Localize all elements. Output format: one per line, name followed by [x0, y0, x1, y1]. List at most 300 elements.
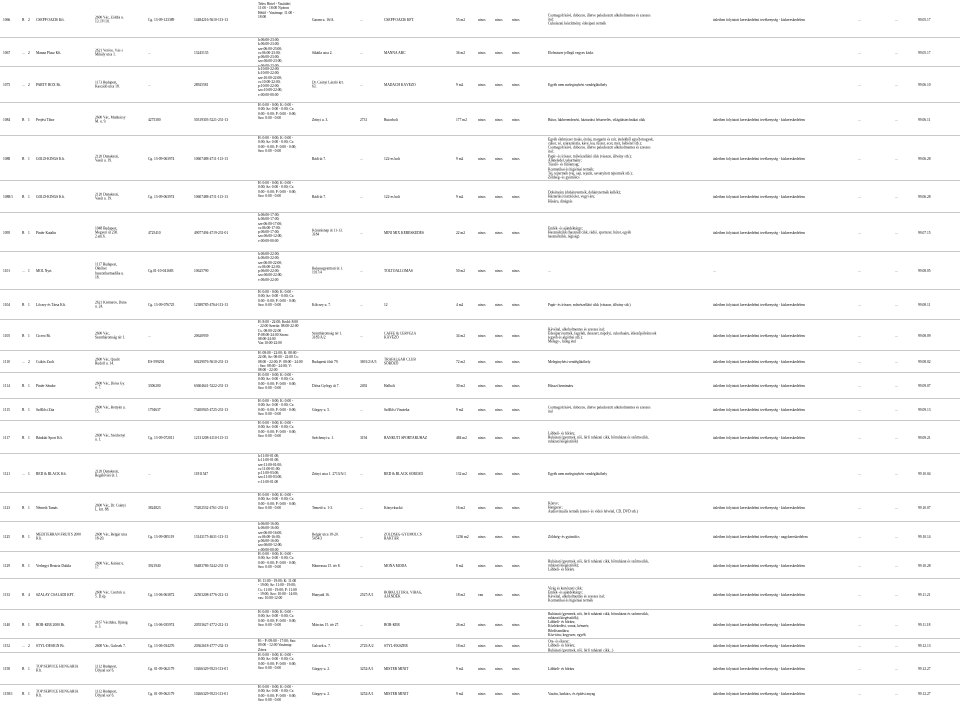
cell-f1: nincs — [478, 622, 486, 627]
cell-f1: nincs — [478, 302, 486, 307]
cell-f3: nincs — [512, 194, 520, 199]
cell-num: 1 — [28, 407, 30, 412]
cell-loc: Görgey u. 2. — [312, 666, 330, 671]
cell-date: 99.11.18 — [918, 622, 931, 627]
cell-f1: nincs — [478, 82, 486, 87]
cell-addr: 2600 Vác, Qualit Rudolf u. 14. — [95, 357, 120, 366]
cell-hrsz: 3194 — [360, 435, 368, 440]
table-row — [0, 37, 960, 67]
cell-id: 1088 — [3, 156, 11, 161]
cell-area: 484 m2 — [456, 435, 467, 440]
cell-num: 4 — [28, 592, 30, 597]
cell-f2: nincs — [495, 505, 503, 510]
cell-f1: nincs — [478, 383, 486, 388]
cell-act: üzletben folytatott kereskedelmi tevékenység - kiskereskedelem — [713, 666, 805, 671]
table-row — [0, 319, 960, 351]
cell-addr: 2600 Vác, Galcsek 7. — [95, 643, 126, 648]
cell-date: 99.09.21 — [918, 435, 931, 440]
cell-num: 1 — [28, 563, 30, 568]
cell-d2: ... — [895, 268, 898, 273]
cell-num: 1 — [28, 383, 30, 388]
cell-f2: nincs — [495, 117, 503, 122]
cell-f3: nincs — [512, 563, 520, 568]
cell-goods: ... — [548, 268, 551, 273]
cell-d2: ... — [895, 691, 898, 696]
cell-hours: H: 11:00 - 19:00; K: 11:00 - 19:00; Sz: 11:00 - 19:00; Cs: 11:00 - 19:00; P: 11:00 - 19:00; Szo: 10:00 - 14:00; vas: 10:00-12:00 — [258, 579, 298, 601]
cell-f1: nincs — [478, 643, 486, 648]
table-row — [0, 492, 960, 522]
cell-let: ... — [22, 50, 25, 55]
cell-f1: nincs — [478, 691, 486, 696]
cell-d1: ... — [858, 643, 861, 648]
cell-f2: nincs — [495, 666, 503, 671]
cell-num: 1 — [28, 435, 30, 440]
cell-let: B — [22, 534, 25, 539]
cell-date: 99.12.13 — [918, 643, 931, 648]
cell-hours: H: 0:00 - 0:00; K: 0:00 - 0:00; Sz: 0:00 - 0:00; Cs: 0:00 - 0:00; P: 0:00 - 0:00; Szo: 0:00 - 0:00 — [258, 103, 297, 120]
cell-f1: nincs — [478, 435, 486, 440]
cell-let: ... — [22, 643, 25, 648]
cell-reg: Cg. 13-06-034276 — [148, 643, 175, 648]
cell-shop: BORKULTÚRA, VIRÁG, AJÁNDÉK — [384, 590, 423, 599]
cell-d2: ... — [895, 563, 898, 568]
cell-hrsz: ... — [360, 505, 363, 510]
cell-let: B — [22, 156, 25, 161]
cell-id: 1067 — [3, 50, 11, 55]
cell-f2: nincs — [495, 82, 503, 87]
cell-name: CSEPP OAZIS Kft. — [36, 17, 65, 22]
cell-d1: ... — [858, 592, 861, 597]
cell-num: 2 — [28, 17, 30, 22]
cell-loc: Dr. Csányi László krt. 63. — [312, 80, 344, 89]
cell-act: üzletben folytatott kereskedelmi tevékenység - nagykereskedelem — [713, 534, 808, 539]
cell-id: 1158/1 — [3, 691, 13, 696]
cell-f2: nincs — [495, 230, 503, 235]
cell-let: B — [22, 383, 25, 388]
cell-f1: nincs — [478, 268, 486, 273]
cell-goods: Virág és kertészeti cikk; Emlék- és ajándéktárgy; Kávéital, alkoholmentes és szeszes ital; Kozmetikai és higiéniai termék — [548, 585, 605, 603]
cell-tax: 28925581 — [194, 82, 209, 87]
cell-area: 18 m2 — [456, 643, 466, 648]
cell-id: 1129 — [3, 563, 11, 568]
cell-hrsz: ... — [360, 534, 363, 539]
cell-loc: Március 15. tér 27. — [312, 622, 340, 627]
cell-id: 1152 — [3, 643, 11, 648]
cell-area: 9 m2 — [456, 407, 464, 412]
cell-addr: 1048 Budapest, Megyeri út 230. 2.em.6. — [95, 226, 119, 239]
cell-f3: nincs — [512, 333, 520, 338]
cell-area: 22 m2 — [456, 230, 466, 235]
cell-area: 36 m2 — [456, 50, 466, 55]
cell-shop: BÁNKÚTI SPORTÁRUHÁZ — [384, 435, 428, 440]
cell-area: 1236 m2 — [456, 534, 469, 539]
cell-id: 1104 — [3, 302, 11, 307]
cell-area: 26 m2 — [456, 622, 466, 627]
table-row — [0, 102, 960, 136]
cell-d2: ... — [895, 359, 898, 364]
cell-area: 8 m2 — [456, 563, 464, 568]
cell-f1: nincs — [478, 230, 486, 235]
cell-loc: Diósa Győrgy út 7. — [312, 383, 340, 388]
cell-f2: nincs — [495, 592, 503, 597]
cell-goods: Csomagolt kávé, dobozos, illetve palackozott alkoholmentes és szeszes ital; Cukrászati készítmény, édesipari termék — [548, 13, 651, 26]
cell-hours: h:10:00-22:00; k:10:00-22:00; sze:10:00-22:00; cs:10:00-22:00; p:10:00-22:00; szo:10:00-22:00; v:00:00-00:00 — [258, 67, 283, 97]
cell-tax: 10625790 — [194, 268, 209, 273]
cell-reg: Cg. 01-09-062179 — [148, 691, 175, 696]
cell-reg: Cg. 13-09-063974 — [148, 156, 175, 161]
cell-shop: MONA MODA — [384, 563, 407, 568]
cell-hrsz: ... — [360, 194, 363, 199]
cell-let: B — [22, 230, 25, 235]
cell-act: üzletben folytatott kereskedelmi tevékenység - kiskereskedelem — [713, 230, 805, 235]
cell-f3: nincs — [512, 666, 520, 671]
cell-name: Perjési Tibor — [36, 117, 55, 122]
cell-hours: H: 0:00 - 0:00; K: 0:00 - 0:00; Sz: 0:00 - 0:00; Cs: 0:00 - 0:00; P: 0:00 - 0:00; Szo: 0:00 - 0:00 — [258, 399, 297, 416]
cell-loc: Hunyadi 16. — [312, 592, 330, 597]
cell-tax: 10607488-4711-113-13 — [194, 194, 228, 199]
cell-goods: Csomagolt kávé, dobozos, illetve palackozott alkoholmentes és szeszes ital — [548, 405, 651, 414]
cell-reg: ... — [148, 333, 151, 338]
cell-tax: 20362618-4777-232-13 — [194, 643, 229, 648]
cell-addr: 2600 Vác, Zöldfa u. 13. IV/10. — [95, 15, 124, 24]
cell-f2: nincs — [495, 383, 503, 388]
table-row — [0, 453, 960, 493]
cell-name: PARTY BOX Bt. — [36, 82, 61, 87]
cell-name: Németh Tamás — [36, 505, 58, 510]
cell-id: 1117 — [3, 435, 10, 440]
cell-id: 1084 — [3, 117, 11, 122]
cell-id: 1095 — [3, 230, 11, 235]
cell-f2: nincs — [495, 407, 503, 412]
cell-act: üzletben folytatott kereskedelmi tevékenység - kiskereskedelem — [713, 302, 805, 307]
cell-name: STYL-DESIGN Bt. — [36, 643, 65, 648]
cell-hrsz: 3691/2/A/3 — [360, 359, 377, 364]
cell-hrsz: ... — [360, 563, 363, 568]
cell-let: ... — [22, 268, 25, 273]
cell-addr: 2621 Kismaros, Duna u. 24. — [95, 300, 127, 309]
cell-d2: ... — [895, 622, 898, 627]
cell-date: 99.06.11 — [918, 117, 931, 122]
cell-f2: nincs — [495, 268, 503, 273]
cell-addr: 1117 Budapest, Október huszonharmadika u. 18. — [95, 262, 124, 280]
cell-d1: ... — [858, 156, 861, 161]
table-row — [0, 684, 960, 703]
cell-loc: Galcsek u. 7. — [312, 643, 331, 648]
cell-hrsz: 2527/A/1 — [360, 592, 374, 597]
table-row — [0, 2, 960, 37]
cell-reg: Cg. 13-06-063872 — [148, 592, 175, 597]
cell-hrsz: ... — [360, 268, 363, 273]
cell-tax: 13143175-4631-113-13 — [194, 534, 229, 539]
cell-goods: Egyéb élelmiszer (tojás, étolaj, margarin és zsír, ételekből egyéb magyak, cukor, só, száraztészta, kávé, tea, fűszer, ecet, méz, bébiétel stb.); Csomagolt kávé, dobozos, illetve palackozott alkoholmentes és szeszes ital; Papír- és írószer, művészellátó cikk (vászon, állvány stb.); Állateledel, takarmány; Tüzelő- és fűtőanyag; Kozmetikai és higiéniai termék; Tej, tejtermék (vaj, sajt, tejszín, savanyított tejtermék stb.); Zöldség- és gyümölcs — [548, 137, 654, 180]
cell-area: 9 m2 — [456, 156, 464, 161]
cell-shop: CSEPP OÁZIS KFT. — [384, 17, 415, 22]
cell-let: B — [22, 407, 25, 412]
cell-reg: Cg. 13-09-085119 — [148, 534, 175, 539]
cell-name: BÖR-KER 2000 Bt. — [36, 622, 66, 627]
cell-addr: 2120 Dunakeszi, Regélővári út 1. — [95, 469, 120, 478]
cell-tax: 20553627-4772-212-13 — [194, 622, 229, 627]
table-row — [0, 212, 960, 252]
cell-id: 1105 — [3, 333, 11, 338]
cell-f3: nincs — [512, 435, 520, 440]
cell-loc: Zrínyi utca 1. 2713/A/1 — [312, 471, 346, 476]
cell-date: 99.08.05 — [918, 268, 931, 273]
cell-d1: ... — [858, 505, 861, 510]
cell-let: B — [22, 563, 25, 568]
cell-num: 1 — [28, 622, 30, 627]
cell-goods: Óra- és ékszer; Lábbeli- és bőráru; Ruházati (gyermek, női, férfi ruházati cikk...) — [548, 639, 614, 653]
table-row — [0, 398, 960, 421]
cell-name: TOP SERVICE HUNGARIA Kft. — [36, 689, 79, 698]
table-row — [0, 420, 960, 454]
cell-addr: 2600 Vác, Diósa Gy. u. 7. — [95, 381, 125, 390]
cell-tax: 49077494-4719-231-01 — [194, 230, 229, 235]
cell-act: üzletben folytatott kereskedelmi tevékenység - kiskereskedelem — [713, 563, 805, 568]
cell-goods: Hússzi hemimáru — [548, 383, 574, 388]
cell-num: 1 — [28, 117, 30, 122]
cell-hours: H: 0:00 - 0:00; K: 0:00 - 0:00; Sz: 0:00 - 0:00; Cs: 0:00 - 0:00; P: 0:00 - 0:00; Szo: 0:00 - 0:00 — [258, 290, 297, 307]
cell-f3: nincs — [512, 302, 520, 307]
cell-act: üzletben folytatott kereskedelmi tevékenység - kiskereskedelem — [713, 156, 805, 161]
cell-d1: ... — [858, 194, 861, 199]
cell-tax: 73400945-4725-231-13 — [194, 407, 229, 412]
cell-f1: nincs — [478, 117, 486, 122]
cell-let: B — [22, 666, 25, 671]
cell-d2: ... — [895, 333, 898, 338]
cell-f1: nincs — [478, 156, 486, 161]
cell-loc: Zrínyi u. 3. — [312, 117, 329, 122]
cell-date: 99.10.28 — [918, 563, 931, 568]
cell-d2: ... — [895, 156, 898, 161]
cell-f1: nincs — [478, 505, 486, 510]
cell-reg: 1794637 — [148, 407, 161, 412]
cell-hours: H: 8:00 - 22:00; Kedd: 8:00 - 22:00 Szerda: 08:00-22:00 Cs. 08:00-22:00 P:08:00-24:00 Szom: 08:00-24:00 Vas:10:00-22:00 — [258, 320, 299, 346]
cell-addr: 2600 Vác, Széchenyi u. 1. — [95, 433, 126, 442]
cell-goods: Kávéital, alkoholmentes és szeszes ital; Édesipari termék, fagylalt, desszert, nápolyi, cukorkaáru, étkezőpálváncsok (egyéb és algörbei stb.); Melegy-, hideg étel — [548, 326, 657, 344]
cell-f1: nincs — [478, 471, 486, 476]
cell-goods: Meleginyhési vendéglátóhely — [548, 359, 591, 364]
cell-act: üzletben folytatott kereskedelmi tevékenység - kiskereskedelem — [713, 383, 805, 388]
cell-id: 1123 — [3, 505, 11, 510]
cell-addr: 1173 Budapest, Kascádó utca 18. — [95, 80, 120, 89]
cell-f1: nincs — [478, 359, 486, 364]
cell-num: 1 — [28, 268, 30, 273]
cell-d2: ... — [895, 50, 898, 55]
cell-area: 9 m2 — [456, 82, 464, 87]
cell-loc: Temető u. 1-3. — [312, 505, 333, 510]
cell-reg: 4725410 — [148, 230, 161, 235]
cell-act: üzletben folytatott kereskedelmi tevékenység - kiskereskedelem — [713, 359, 805, 364]
cell-goods: Könyv; Hangszer; Audiovizuális termék (zenei- és videó felvétel, CD, DVD stb.) — [548, 501, 638, 514]
cell-d1: ... — [858, 230, 861, 235]
cell-date: 99.08.09 — [918, 333, 931, 338]
cell-loc: Rádi út 7. — [312, 156, 327, 161]
cell-let: B — [22, 302, 25, 307]
cell-name: Pintér Sándor — [36, 383, 56, 388]
cell-goods: Ruházati (gyermek, női, férfi ruházati cikk, bőrruházat és szőrmecikk, ruházati kiegészítők); Lábbeli- és bőráru — [548, 559, 649, 572]
cell-date: 99.08.11 — [918, 302, 931, 307]
cell-loc: Garam u. 16/A. — [312, 17, 335, 22]
cell-f1: nincs — [478, 17, 486, 22]
cell-let: B — [22, 622, 25, 627]
table-row — [0, 652, 960, 685]
table-row — [0, 609, 960, 639]
cell-f2: nincs — [495, 643, 503, 648]
cell-hours: h:06:00-22:00; k:06:00-22:00; sze:06:00-22:00; cs:06:00-22:00; p:06:00-22:00; szo:06:00-22:00; v:06:00-22:00 — [258, 252, 283, 282]
cell-let: ... — [22, 359, 25, 364]
cell-hours: H: 0:00 - 0:00; K: 0:00 - 0:00; Sz: 0:00 - 0:00; Cs: 0:00 - 0:00; P: 0:00 - 0:00; Szo: 0:00 - 0:00 — [258, 685, 297, 702]
cell-shop: CAFFE & CERVEZA KÁVÉZÓ — [384, 331, 417, 340]
cell-name: Verhegyi Beatrix Dalida — [36, 563, 71, 568]
cell-hours: H: 0:00 - 0:00; K: 0:00 - 0:00; Sz: 0:00 - 0:00; Cs: 0:00 - 0:00; P: 0:00 - 0:00; Szo: 0:00 - 0:00 — [258, 610, 297, 627]
cell-reg: ... — [148, 50, 151, 55]
cell-d1: ... — [858, 302, 861, 307]
cell-area: 9 m2 — [456, 691, 464, 696]
cell-addr: 2120 Dunakeszi, Vasút u. 19. — [95, 154, 120, 163]
cell-f2: nincs — [495, 563, 503, 568]
cell-goods: Egyéb nem meleginyhési vendéglátóhely — [548, 82, 608, 87]
cell-date: 99.08.02 — [918, 359, 931, 364]
cell-hrsz: ... — [360, 333, 363, 338]
cell-d1: ... — [858, 622, 861, 627]
table-row — [0, 350, 960, 373]
cell-f2: nincs — [495, 156, 503, 161]
cell-shop: MANNA ABC — [384, 50, 406, 55]
cell-f3: nincs — [512, 691, 520, 696]
cell-shop: MISTER MINIT — [384, 666, 409, 671]
cell-num: 1 — [28, 505, 30, 510]
cell-hrsz: ... — [360, 230, 363, 235]
cell-name: TOP SERVICE HUNGARIA Kft. — [36, 664, 79, 673]
cell-reg: ... — [148, 471, 151, 476]
cell-d2: ... — [895, 302, 898, 307]
cell-goods: Dohányáru (dohánytermék, dohánytermék kellék); Háztartási tisztítószer, vegyi áru; Húsáru, dinégrás — [548, 190, 621, 204]
cell-let: B — [22, 117, 25, 122]
cell-hrsz: ... — [360, 17, 363, 22]
cell-date: 99.11.21 — [918, 592, 931, 597]
cell-goods: Zöldség- és gyümölcs — [548, 534, 580, 539]
cell-tax: 10607488-4711-113-13 — [194, 156, 228, 161]
cell-d1: ... — [858, 435, 861, 440]
cell-hours: Telex Hotel - Vasúttéri 11:00 - 18:00 Nyáron Hétfő - Vasárnap: 11:00 - 18:00 — [258, 2, 295, 19]
cell-num: 1 — [28, 333, 30, 338]
cell-d2: ... — [895, 383, 898, 388]
cell-id: 1114 — [3, 383, 10, 388]
cell-date: 99.12.27 — [918, 666, 931, 671]
cell-f3: nincs — [512, 230, 520, 235]
cell-loc: Budapesti főút 79. — [312, 359, 339, 364]
cell-f1: nincs — [478, 194, 486, 199]
cell-num: 1 — [28, 691, 30, 696]
table-row — [0, 135, 960, 181]
cell-f2: nincs — [495, 534, 503, 539]
cell-d2: ... — [895, 407, 898, 412]
cell-shop: MADÁCH KÁVÉZÓ — [384, 82, 416, 87]
cell-f3: nincs — [512, 17, 520, 22]
cell-shop: RED & BLACK SÖRÖZŐ — [384, 471, 424, 476]
cell-loc: Rádi út 7. — [312, 194, 327, 199]
cell-act: üzletben folytatott kereskedelmi tevékenység - kiskereskedelem — [713, 643, 805, 648]
cell-tax: 22503208-4776-212-13 — [194, 592, 229, 597]
cell-f1: nincs — [478, 333, 486, 338]
cell-id: 1115 — [3, 407, 10, 412]
cell-let: ... — [22, 471, 25, 476]
cell-f2: nincs — [495, 435, 503, 440]
cell-date: 99.07.15 — [918, 230, 931, 235]
cell-id: 1133 — [3, 592, 11, 597]
cell-reg: Cg. 01-09-062179 — [148, 666, 175, 671]
cell-hours: H: 0:00 - 0:00; K: 0:00 - 0:00; Sz: 0:00 - 0:00; Cs: 0:00 - 0:00; P: 0:00 - 0:00; Szo: 0:00 - 0:00 — [258, 552, 297, 569]
cell-date: 99.05.17 — [918, 50, 931, 55]
cell-hrsz: ... — [360, 302, 363, 307]
cell-name: Manna Plusz Kft. — [36, 50, 62, 55]
cell-let: B — [22, 691, 25, 696]
cell-hrsz: ... — [360, 82, 363, 87]
cell-f3: nincs — [512, 156, 520, 161]
cell-hours: h:06:00-17:00; k:06:00-17:00; sze:06:00-17:00; cs:06:00-17:00; p:06:00-17:00; szo:06:00-12:00; v:00:00-00:00 — [258, 213, 283, 243]
cell-d1: ... — [858, 691, 861, 696]
cell-f2: nincs — [495, 194, 503, 199]
cell-addr: 2600 Vác, Csortok u. 5. D.ép. — [95, 590, 126, 599]
cell-reg: ... — [148, 82, 151, 87]
cell-goods: Lábbeli- és bőráru — [548, 666, 575, 671]
cell-name: Pintér Katalin — [36, 230, 57, 235]
cell-hours: H: 0:00 - 0:00; K: 0:00 - 0:00; Sz: 0:00 - 0:00; Cs: 0:00 - 0:00; P: 0:00 - 0:00; Szo: 0:00 - 0:00 — [258, 136, 297, 153]
cell-date: 99.06.28 — [918, 156, 931, 161]
cell-hrsz: 3252/A/1 — [360, 666, 374, 671]
cell-d1: ... — [858, 82, 861, 87]
cell-name: Cicero Bt. — [36, 333, 51, 338]
cell-shop: 122-es bolt — [384, 194, 401, 199]
cell-d2: ... — [895, 435, 898, 440]
cell-d1: ... — [858, 534, 861, 539]
cell-hours: H: 08:00 - 22:00; K: 08:00 - 22:00; Sz: 08:00 - 22:00 Cs: 08:00 - 22:00; P: 08:00 - 24:00 ; Szo: 08:00 - 24:00; V: 08:00 - 22:00 — [258, 351, 303, 373]
cell-act: üzletben folytatott kereskedelmi tevékenység - kiskereskedelem — [713, 333, 805, 338]
cell-num: 2 — [28, 643, 30, 648]
cell-hrsz: 2725/A/2 — [360, 643, 374, 648]
cell-area: 72 m2 — [456, 359, 466, 364]
cell-f3: nincs — [512, 50, 520, 55]
cell-shop: TÖLTŐÁLLOMÁS — [384, 268, 413, 273]
cell-f3: nincs — [512, 407, 520, 412]
cell-d2: ... — [895, 82, 898, 87]
cell-num: 1 — [28, 471, 30, 476]
cell-id: 1140 — [3, 622, 11, 627]
cell-d1: ... — [858, 117, 861, 122]
cell-hrsz: 3252/A/1 — [360, 691, 374, 696]
cell-act: ... — [713, 268, 716, 273]
cell-tax: 20620939 — [194, 333, 209, 338]
cell-d1: ... — [858, 333, 861, 338]
cell-hours: h:06:00-23:00; k:06:00-23:00; sze:06:00-23:00; cs:06:00-23:00; p:06:00-23:00; szo:06:00-23:00; v:06:00-23:00; — [258, 38, 283, 68]
cell-reg: Cg. 13-09-123389 — [148, 17, 175, 22]
cell-loc: Balassagyarmati út 1. 1917/4 — [312, 266, 344, 275]
table-row — [0, 289, 960, 320]
cell-f1: nincs — [478, 407, 486, 412]
cell-f3: nincs — [512, 117, 520, 122]
cell-reg: ES-599294 — [148, 359, 165, 364]
cell-hours: H: 0:00 - 0:00; K: 0:00 - 0:00; Sz: 0:00 - 0:00; Cs: 0:00 - 0:00; P: 0:00 - 0:00; Szo: 0:00 - 0:00 — [258, 653, 297, 670]
table-row — [0, 180, 960, 213]
cell-name: SZALAY CSALÁDI KFT. — [36, 592, 75, 597]
cell-num: 1 — [28, 194, 30, 199]
cell-reg: 3921940 — [148, 563, 161, 568]
cell-let: ... — [22, 82, 25, 87]
cell-goods: Élelmiszer jellegű vegyes kiskr. — [548, 50, 594, 55]
cell-addr: 2600 Vác, Bottyán u. 15. — [95, 405, 126, 414]
cell-num: 1 — [28, 666, 30, 671]
